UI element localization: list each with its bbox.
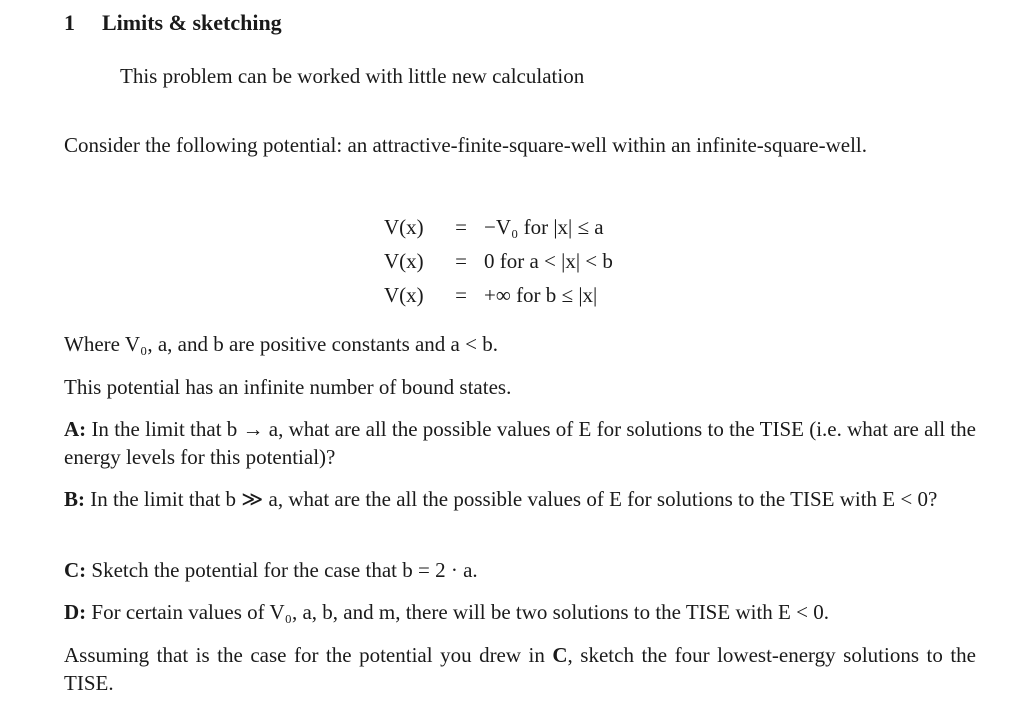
constants-paragraph: Where V₀, a, and b are positive constants and a < b. — [64, 332, 498, 356]
closing-text-before: Assuming that is the case for the potential you drew in — [64, 643, 545, 667]
part-text: In the limit that b → a, what are all the possible values of E for solutions to the TISE (i.e. what are all the energy levels for this potential)? — [64, 417, 976, 469]
equation-rhs: 0 for a < |x| < b — [484, 248, 613, 273]
equation-relation: = — [455, 214, 467, 239]
part-label: B: — [64, 487, 85, 511]
equation-lhs: V(x) — [384, 282, 424, 307]
section-heading — [64, 10, 282, 36]
bound-states-paragraph: This potential has an infinite number of bound states. — [64, 375, 512, 399]
part-d — [64, 598, 976, 626]
equation-row — [384, 278, 613, 312]
closing-paragraph — [64, 641, 976, 697]
potential-equations — [384, 210, 613, 312]
equation-rhs: +∞ for b ≤ |x| — [484, 282, 598, 307]
part-a — [64, 415, 976, 471]
equation-relation: = — [455, 282, 467, 307]
part-text: For certain values of V₀, a, b, and m, there will be two solutions to the TISE with E < 0. — [91, 600, 829, 624]
part-c — [64, 556, 976, 584]
part-label: D: — [64, 600, 87, 624]
equation-lhs: V(x) — [384, 214, 424, 239]
problem-note: This problem can be worked with little new calculation — [120, 64, 585, 88]
equation-row — [384, 244, 613, 278]
part-b — [64, 485, 976, 513]
equation-row — [384, 210, 613, 244]
closing-ref: C — [552, 643, 568, 667]
part-label: C: — [64, 558, 87, 582]
equation-rhs: −V₀ for |x| ≤ a — [484, 214, 604, 239]
equation-relation: = — [455, 248, 467, 273]
equation-lhs: V(x) — [384, 248, 424, 273]
closing-text-after: , sketch the four lowest-energy solutions to the TISE. — [64, 643, 976, 695]
section-title: Limits & sketching — [102, 10, 282, 35]
intro-paragraph: Consider the following potential: an attractive-finite-square-well within an infinite-square-well. — [64, 133, 867, 157]
part-text: In the limit that b ≫ a, what are the all the possible values of E for solutions to the TISE with E < 0? — [90, 487, 938, 511]
section-number: 1 — [64, 10, 75, 35]
part-label: A: — [64, 417, 87, 441]
part-text: Sketch the potential for the case that b = 2 · a. — [91, 558, 478, 582]
